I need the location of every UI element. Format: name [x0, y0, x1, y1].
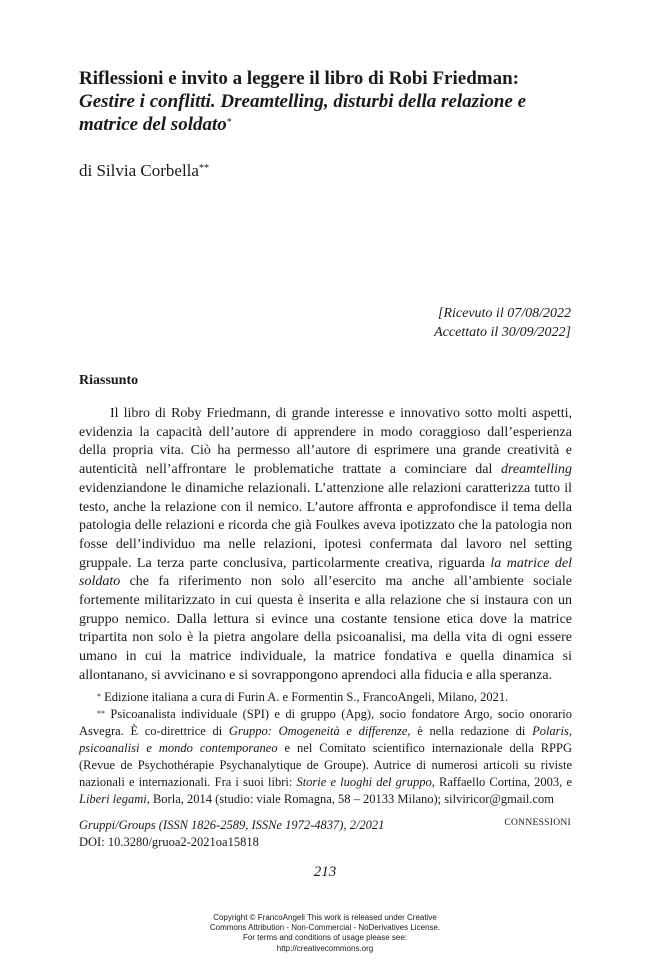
abstract-paragraph: [79, 405, 572, 686]
abstract-text-3: che fa riferimento non solo all’esercito ma anche all’ambiente sociale fortemente militarizzato in cui questa è inserita e alla relazione che si instaura con un gruppo nemico. Dalla lettura si evince una costante tensione etica dove la matrice tripartita non solo è la pietra angolare della psicoanalisi, ma della vita di ogni essere umano in cui la matrice individuale, la matrice fondativa e quella dinamica si allontanano, si avvicinano e si sovrappongono aprendoci alla fiducia e alla speranza.: [79, 574, 572, 683]
section-label: CONNESSIONI: [504, 818, 571, 828]
journal-reference: Gruppi/Groups (ISSN 1826-2589, ISSNe 1972-4837), 2/2021: [79, 818, 385, 832]
page-number: 213: [313, 864, 337, 880]
license-line-2: Commons Attribution - Non-Commercial - NoDerivatives License.: [209, 923, 441, 933]
footnote-2-italic-4: Liberi legami: [79, 792, 147, 806]
author-footnote-mark: **: [198, 163, 209, 174]
footnote-2-text-b: è nella redazione di: [410, 724, 533, 738]
journal-citation: [79, 817, 384, 851]
footnote-2-text-a: Psicoanalista individuale (SPI) e di gruppo (Apg), socio fondatore Argo, socio onorario Asvegra. È co-direttrice di: [79, 707, 572, 738]
abstract-text-2: evidenziandone le dinamiche relazionali. L’attenzione alle relazioni caratterizza tutto il testo, anche la relazione con il nemico. L’autore affronta e approfondisce il tema della patologia delle relazioni e ricorda che già Foulkes aveva ipotizzato che la patologia non fosse dell’individuo ma nelle relazioni, ipotesi confermata dal lavoro nel setting gruppale. La terza parte conclusiva, particolarmente creativa, riguarda: [79, 480, 572, 571]
footnote-2-text-e: , Borla, 2014 (studio: viale Romagna, 58 – 20133 Milano); silviricor@gmail.com: [146, 792, 555, 806]
accepted-date: Accettato il 30/09/2022]: [434, 325, 571, 340]
abstract-text-1: Il libro di Roby Friedmann, di grande interesse e innovativo sotto molti aspetti, evidenzia la capacità dell’autore di apprendere in modo coraggioso dall’esperienza della propria vita. Ciò ha permesso all’autore di esprimere una grande creatività e autenticità nell’affrontare le problematiche trattate a cominciare dal: [79, 406, 572, 478]
abstract-heading: Riassunto: [79, 373, 139, 388]
author-line: [79, 161, 209, 181]
license-url: http://creativecommons.org: [276, 943, 374, 953]
footnote-2-text-d: , Raffaello Cortina, 2003, e: [431, 775, 572, 789]
footnote-2-italic-3: Storie e luoghi del gruppo: [296, 775, 432, 789]
author-name: di Silvia Corbella: [79, 161, 199, 180]
footnotes: [79, 689, 572, 808]
footnote-2-text-c: e nel Comitato scientifico internazionale della RPPG (Revue de Psychothérapie Psychanalytique de Groupe). Autrice di numerosi articoli su riviste nazionali e internazionali. Fra i suoi libri:: [79, 741, 572, 789]
received-date: [Ricevuto il 07/08/2022: [438, 306, 571, 321]
license-line-3: For terms and conditions of usage please see:: [242, 933, 408, 943]
doi: DOI: 10.3280/gruoa2-2021oa15818: [79, 835, 259, 849]
footnote-1-text: Edizione italiana a cura di Furin A. e Formentin S., FrancoAngeli, Milano, 2021.: [101, 690, 509, 704]
submission-dates: [434, 304, 571, 342]
footnote-1-mark: *: [97, 692, 101, 701]
license-line-1: Copyright © FrancoAngeli This work is released under Creative: [213, 913, 437, 922]
footnote-2-italic-1: Gruppo: Omogeneità e differenze,: [228, 724, 411, 738]
footnote-2: [79, 706, 572, 808]
title-footnote-mark: *: [226, 117, 232, 128]
article-title: [79, 67, 579, 136]
abstract-italic-1: dreamtelling: [500, 462, 572, 478]
abstract-italic-2: la matrice del soldato: [79, 555, 572, 590]
footnote-1: [79, 689, 572, 706]
footnote-2-italic-2: Polaris, psicoanalisi e mondo contemporaneo: [79, 724, 572, 755]
license-notice: [0, 913, 650, 954]
footnote-2-mark: **: [97, 709, 105, 718]
title-line-1: Riflessioni e invito a leggere il libro di Robi Friedman:: [79, 68, 519, 89]
title-book-italic: Gestire i conflitti. Dreamtelling, disturbi della relazione e matrice del soldato: [79, 91, 527, 135]
